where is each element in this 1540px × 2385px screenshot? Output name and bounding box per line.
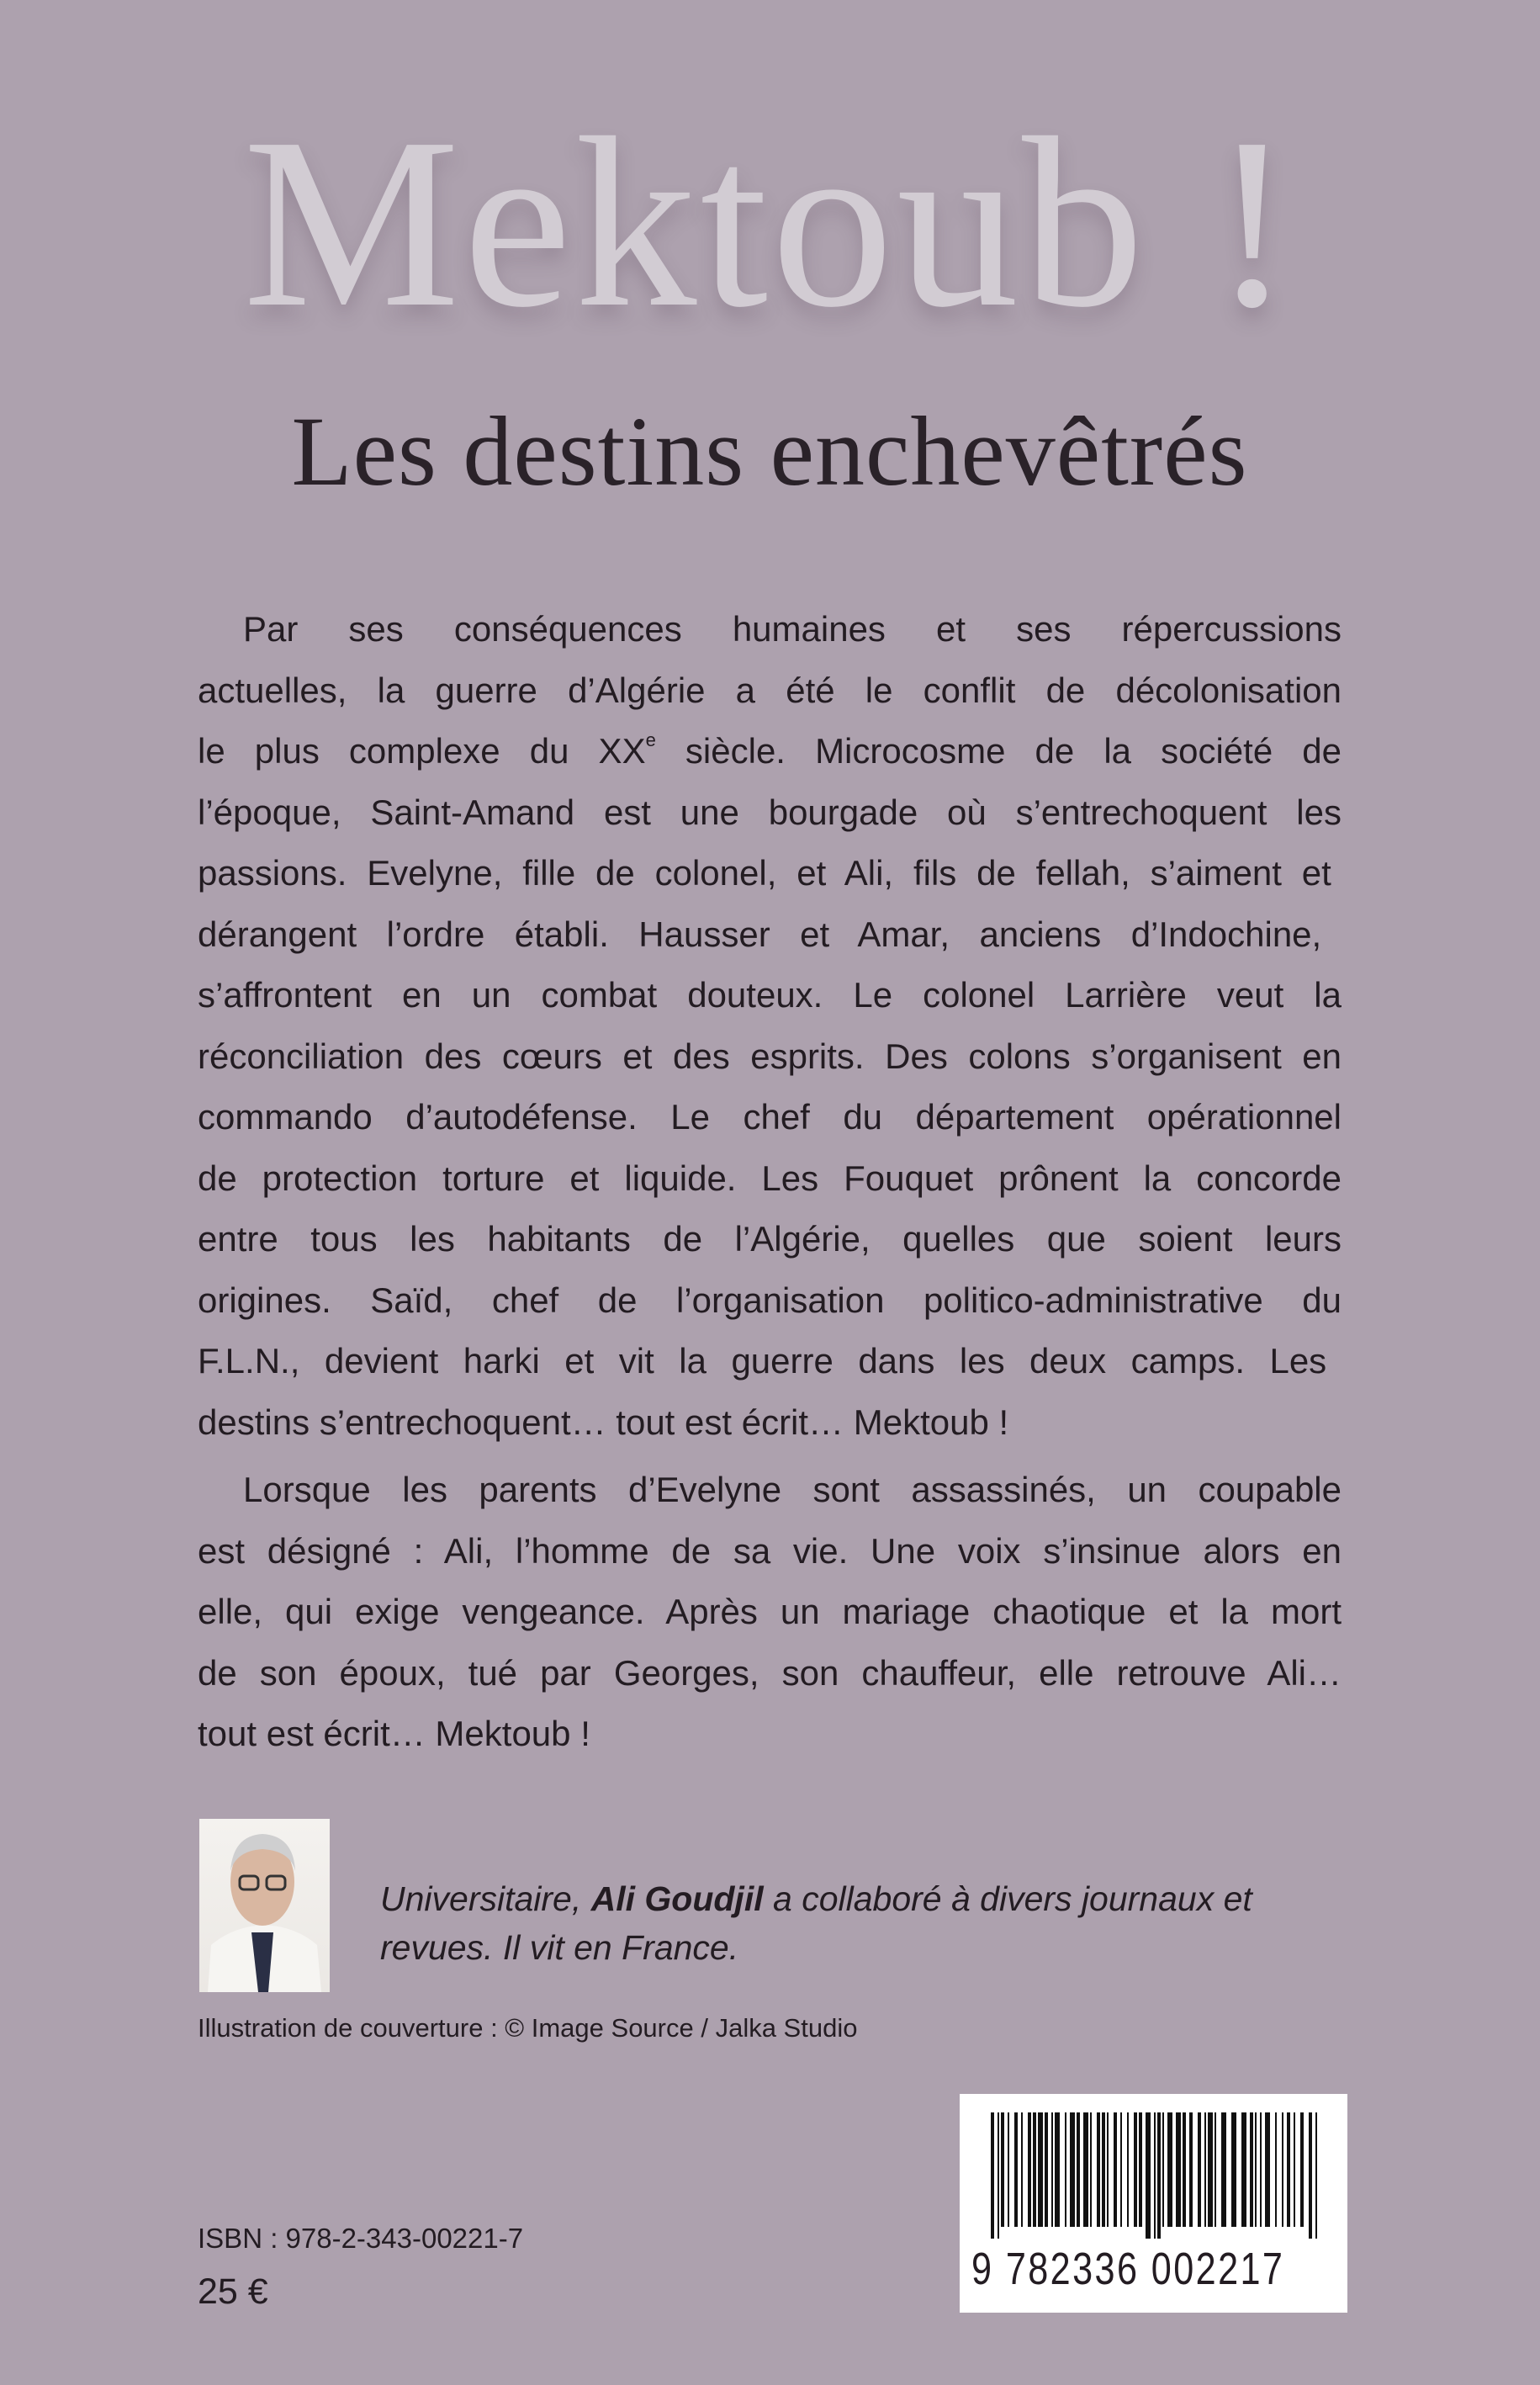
barcode-bar	[1208, 2112, 1213, 2227]
barcode-bar	[1001, 2112, 1004, 2227]
barcode-bar	[1275, 2112, 1277, 2227]
blurb-line: actuelles, la guerre d’Algérie a été le conflit de décolonisation	[198, 670, 1342, 710]
barcode-bar	[1265, 2112, 1270, 2227]
blurb-line	[198, 721, 1342, 782]
blurb-text: le plus complexe du XX	[198, 731, 646, 771]
barcode-bar	[1189, 2112, 1193, 2227]
barcode-bars	[974, 2112, 1327, 2239]
barcode-bar	[1260, 2112, 1262, 2227]
blurb-line: passions. Evelyne, fille de colonel, et Ali, fils de fellah, s’aiment et	[198, 853, 1331, 893]
isbn: ISBN : 978-2-343-00221-7	[198, 2223, 524, 2254]
blurb-line: destins s’entrechoquent… tout est écrit… Mektoub !	[198, 1402, 1009, 1442]
author-photo	[199, 1819, 330, 1992]
blurb-text: siècle. Microcosme de la société de	[655, 731, 1342, 771]
barcode-bar	[1231, 2112, 1236, 2227]
barcode-bar	[1097, 2112, 1100, 2227]
book-subtitle: Les destins enchevêtrés	[291, 396, 1248, 506]
barcode-bar	[1065, 2112, 1066, 2227]
blurb-paragraph-2	[198, 1460, 1342, 1765]
barcode-bar	[1021, 2112, 1023, 2227]
back-cover-blurb	[198, 599, 1342, 1765]
barcode-bar	[1176, 2112, 1181, 2227]
bio-text: Universitaire,	[380, 1879, 591, 1918]
barcode-bar	[1033, 2112, 1036, 2227]
barcode-bar	[1250, 2112, 1253, 2227]
blurb-line: de son époux, tué par Georges, son chauffeur, elle retrouve Ali…	[198, 1652, 1342, 1693]
barcode-bar	[1167, 2112, 1172, 2227]
barcode-bar	[1114, 2112, 1117, 2227]
barcode-bar	[1241, 2112, 1246, 2227]
blurb-line: de protection torture et liquide. Les Fouquet prônent la concorde	[198, 1158, 1342, 1198]
price: 25 €	[198, 2271, 268, 2312]
barcode-bar	[1255, 2112, 1257, 2227]
barcode-bar	[1127, 2112, 1129, 2227]
barcode-bar	[1120, 2112, 1122, 2227]
barcode-bar	[1090, 2112, 1092, 2227]
barcode-bar	[1051, 2112, 1053, 2227]
blurb-paragraph-1	[198, 599, 1342, 1453]
cover-credit: Illustration de couverture : © Image Source / Jalka Studio	[198, 2013, 858, 2043]
barcode-bar	[1215, 2112, 1216, 2227]
barcode-digits: 9 782336 002217	[971, 2244, 1285, 2294]
author-bio	[380, 1874, 1347, 1972]
barcode-bar	[1139, 2112, 1142, 2227]
barcode-bar	[1300, 2112, 1304, 2227]
barcode-bar	[1315, 2112, 1317, 2239]
superscript: e	[645, 729, 656, 750]
blurb-line: tout est écrit… Mektoub !	[198, 1714, 590, 1753]
author-portrait-icon	[199, 1819, 330, 1992]
blurb-line: Lorsque les parents d’Evelyne sont assassinés, un coupable	[243, 1470, 1342, 1509]
blurb-line: Par ses conséquences humaines et ses répercussions	[243, 609, 1342, 649]
barcode-bar	[998, 2112, 999, 2239]
barcode-bar	[1028, 2112, 1031, 2227]
bio-text: a collaboré à divers journaux et revues. Il vit en France.	[380, 1879, 1252, 1967]
barcode-bar	[1183, 2112, 1186, 2227]
barcode-bar	[1055, 2112, 1060, 2227]
blurb-line: F.L.N., devient harki et vit la guerre dans les deux camps. Les	[198, 1341, 1327, 1381]
barcode-bar	[1198, 2112, 1201, 2227]
blurb-line: l’époque, Saint-Amand est une bourgade où s’entrechoquent les	[198, 792, 1342, 832]
barcode-bar	[1154, 2112, 1156, 2239]
barcode-bar	[1162, 2112, 1164, 2227]
blurb-line: est désigné : Ali, l’homme de sa vie. Une voix s’insinue alors en	[198, 1530, 1342, 1571]
barcode-bar	[1294, 2112, 1295, 2227]
barcode-bar	[1134, 2112, 1137, 2227]
blurb-line: s’affrontent en un combat douteux. Le colonel Larrière veut la	[198, 975, 1342, 1015]
barcode-bar	[1282, 2112, 1283, 2227]
blurb-line: entre tous les habitants de l’Algérie, quelles que soient leurs	[198, 1219, 1342, 1259]
barcode-bar	[1287, 2112, 1290, 2227]
blurb-line: elle, qui exige vengeance. Après un mariage chaotique et la mort	[198, 1592, 1342, 1631]
barcode-bar	[1083, 2112, 1088, 2227]
barcode-bar	[1309, 2112, 1312, 2239]
book-title: Mektoub !	[242, 87, 1297, 358]
barcode-bar	[1221, 2112, 1226, 2227]
barcode-bar	[1157, 2112, 1161, 2239]
barcode-bar	[1102, 2112, 1105, 2227]
barcode-bar	[1008, 2112, 1009, 2227]
barcode-bar	[1070, 2112, 1075, 2227]
barcode-bar	[1107, 2112, 1109, 2227]
barcode-bar	[1204, 2112, 1206, 2227]
blurb-line: réconciliation des cœurs et des esprits. Des colons s’organisent en	[198, 1036, 1342, 1076]
barcode-bar	[1014, 2112, 1018, 2227]
barcode-bar	[1045, 2112, 1048, 2227]
blurb-line: dérangent l’ordre établi. Hausser et Amar, anciens d’Indochine,	[198, 914, 1322, 954]
barcode-bar	[1146, 2112, 1151, 2239]
barcode-bar	[1038, 2112, 1043, 2227]
barcode	[960, 2094, 1347, 2313]
blurb-line: origines. Saïd, chef de l’organisation politico-administrative du	[198, 1280, 1342, 1320]
author-name: Ali Goudjil	[590, 1879, 764, 1918]
blurb-line: commando d’autodéfense. Le chef du département opérationnel	[198, 1097, 1342, 1137]
barcode-bar	[991, 2112, 994, 2239]
barcode-bar	[1077, 2112, 1080, 2227]
